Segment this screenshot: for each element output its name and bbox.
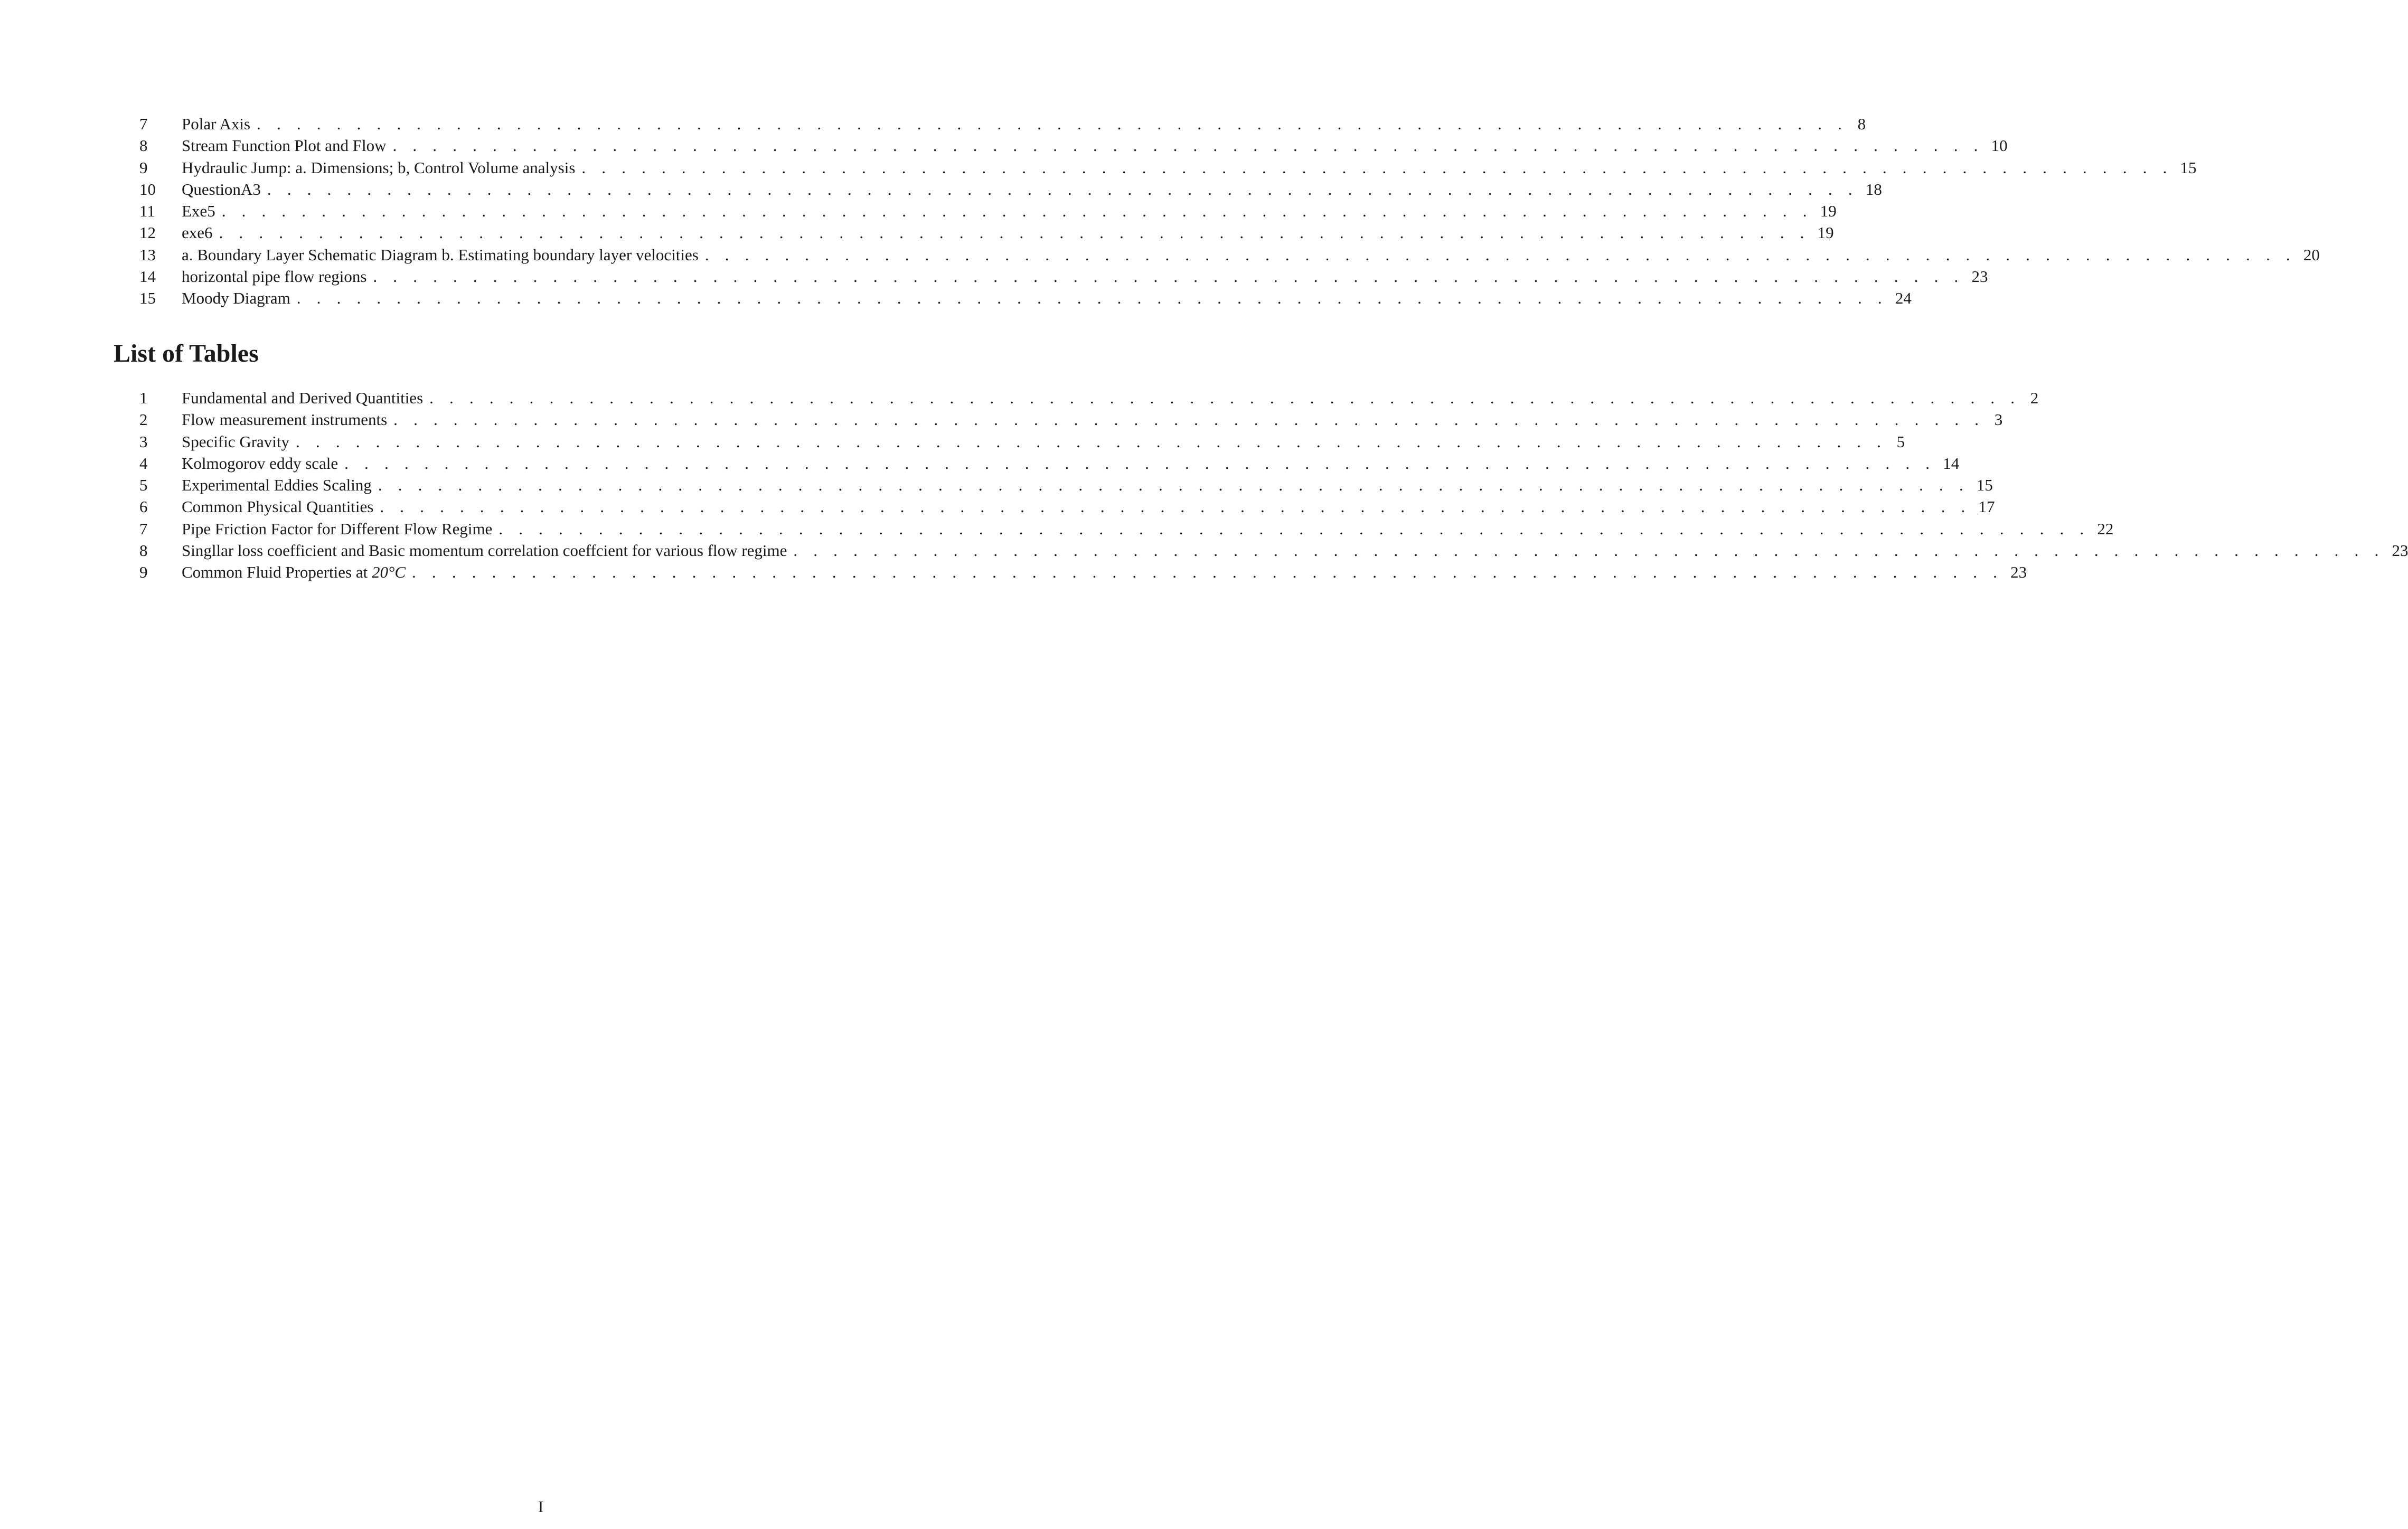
dot-leader: . . . . . . . . . . . . . . . . . . . . . . . . . . . . . . . . . . . . . . . . . . . . . . . . . . . . . . . . . . . . . . . . . . . . . . . . . . . . . . . . [373, 267, 1964, 286]
toc-entry-figure[interactable] [139, 135, 2008, 156]
toc-entry-table[interactable] [139, 452, 1960, 474]
entry-title [182, 561, 412, 583]
entry-title: exe6 [182, 222, 219, 243]
entry-number: 15 [139, 289, 156, 308]
entry-title: Experimental Eddies Scaling [182, 474, 378, 496]
entry-page-number: 23 [1971, 267, 1988, 286]
toc-entry-figure[interactable] [139, 266, 1988, 287]
entry-number: 10 [139, 180, 156, 199]
entry-page-number: 19 [1820, 202, 1837, 221]
entry-title-text: Common Fluid Properties at [182, 563, 372, 582]
entry-number: 5 [139, 476, 148, 495]
entry-page-number: 24 [1895, 289, 1912, 308]
entry-title: Moody Diagram [182, 287, 297, 309]
dot-leader: . . . . . . . . . . . . . . . . . . . . . . . . . . . . . . . . . . . . . . . . . . . . . . . . . . . . . . . . . . . . . . . . . . . . . . . . . . . . . . . . [380, 497, 1971, 516]
entry-page-number: 10 [1991, 136, 2008, 155]
toc-entry-table[interactable] [139, 474, 1993, 496]
entry-title: Fundamental and Derived Quantities [182, 387, 429, 409]
entry-number: 4 [139, 454, 148, 473]
entry-page-number: 8 [1857, 115, 1866, 133]
entry-number: 12 [139, 223, 156, 242]
entry-page-number: 15 [1976, 476, 1993, 495]
dot-leader: . . . . . . . . . . . . . . . . . . . . . . . . . . . . . . . . . . . . . . . . . . . . . . . . . . . . . . . . . . . . . . . . . . . . . . . . . . . . . . . . [412, 563, 2003, 582]
entry-title: Polar Axis [182, 113, 257, 135]
toc-entry-figure[interactable] [139, 287, 1912, 309]
entry-title: QuestionA3 [182, 178, 267, 200]
dot-leader: . . . . . . . . . . . . . . . . . . . . . . . . . . . . . . . . . . . . . . . . . . . . . . . . . . . . . . . . . . . . . . . . . . . . . . . . . . . . . . . . [704, 245, 2296, 264]
toc-entry-figure[interactable] [139, 178, 1882, 200]
entry-page-number: 23 [2010, 563, 2027, 582]
toc-entry-table[interactable] [139, 496, 1995, 517]
footer-page-number: I [538, 1497, 544, 1516]
dot-leader: . . . . . . . . . . . . . . . . . . . . . . . . . . . . . . . . . . . . . . . . . . . . . . . . . . . . . . . . . . . . . . . . . . . . . . . . . . . . . . . . [221, 202, 1813, 221]
dot-leader: . . . . . . . . . . . . . . . . . . . . . . . . . . . . . . . . . . . . . . . . . . . . . . . . . . . . . . . . . . . . . . . . . . . . . . . . . . . . . . . . [378, 476, 1969, 495]
toc-entry-table[interactable] [139, 540, 2408, 561]
entry-page-number: 20 [2303, 245, 2320, 264]
dot-leader: . . . . . . . . . . . . . . . . . . . . . . . . . . . . . . . . . . . . . . . . . . . . . . . . . . . . . . . . . . . . . . . . . . . . . . . . . . . . . . . . [344, 454, 1936, 473]
entry-page-number: 17 [1978, 497, 1995, 516]
entry-title-math: 20°C [371, 563, 406, 582]
entry-title: Stream Function Plot and Flow [182, 135, 393, 156]
entry-title: Common Physical Quantities [182, 496, 380, 517]
entry-title: Specific Gravity [182, 431, 296, 452]
entry-number: 7 [139, 115, 148, 133]
entry-page-number: 22 [2097, 519, 2114, 538]
toc-entry-table[interactable] [139, 409, 2003, 430]
dot-leader: . . . . . . . . . . . . . . . . . . . . . . . . . . . . . . . . . . . . . . . . . . . . . . . . . . . . . . . . . . . . . . . . . . . . . . . . . . . . . . . . [392, 136, 1984, 155]
entry-number: 9 [139, 563, 148, 582]
entry-page-number: 23 [2392, 541, 2408, 560]
entry-title: horizontal pipe flow regions [182, 266, 373, 287]
entry-page-number: 14 [1943, 454, 1960, 473]
list-of-tables-heading: List of Tables [114, 339, 259, 367]
entry-title: Pipe Friction Factor for Different Flow Regime [182, 518, 498, 540]
entry-title: a. Boundary Layer Schematic Diagram b. Estimating boundary layer velocities [182, 244, 705, 266]
entry-page-number: 15 [2180, 158, 2197, 177]
entry-number: 3 [139, 432, 148, 451]
dot-leader: . . . . . . . . . . . . . . . . . . . . . . . . . . . . . . . . . . . . . . . . . . . . . . . . . . . . . . . . . . . . . . . . . . . . . . . . . . . . . . . . [498, 519, 2090, 538]
dot-leader: . . . . . . . . . . . . . . . . . . . . . . . . . . . . . . . . . . . . . . . . . . . . . . . . . . . . . . . . . . . . . . . . . . . . . . . . . . . . . . . . [429, 389, 2021, 407]
toc-entry-figure[interactable] [139, 244, 2320, 266]
entry-page-number: 18 [1865, 180, 1882, 199]
dot-leader: . . . . . . . . . . . . . . . . . . . . . . . . . . . . . . . . . . . . . . . . . . . . . . . . . . . . . . . . . . . . . . . . . . . . . . . . . . . . . . . . [267, 180, 1858, 199]
toc-entry-table[interactable] [139, 431, 1905, 452]
toc-entry-figure[interactable] [139, 222, 1834, 243]
list-of-tables [139, 387, 2408, 583]
dot-leader: . . . . . . . . . . . . . . . . . . . . . . . . . . . . . . . . . . . . . . . . . . . . . . . . . . . . . . . . . . . . . . . . . . . . . . . . . . . . . . . . [257, 115, 1848, 133]
list-of-figures [139, 113, 2320, 309]
dot-leader: . . . . . . . . . . . . . . . . . . . . . . . . . . . . . . . . . . . . . . . . . . . . . . . . . . . . . . . . . . . . . . . . . . . . . . . . . . . . . . . . [581, 158, 2173, 177]
entry-number: 7 [139, 519, 148, 538]
entry-number: 1 [139, 389, 148, 407]
entry-number: 13 [139, 245, 156, 264]
dot-leader: . . . . . . . . . . . . . . . . . . . . . . . . . . . . . . . . . . . . . . . . . . . . . . . . . . . . . . . . . . . . . . . . . . . . . . . . . . . . . . . . [793, 541, 2385, 560]
entry-title: Exe5 [182, 200, 222, 222]
entry-number: 14 [139, 267, 156, 286]
entry-number: 2 [139, 410, 148, 429]
entry-page-number: 2 [2030, 389, 2039, 407]
dot-leader: . . . . . . . . . . . . . . . . . . . . . . . . . . . . . . . . . . . . . . . . . . . . . . . . . . . . . . . . . . . . . . . . . . . . . . . . . . . . . . . . [393, 410, 1985, 429]
entry-number: 11 [139, 202, 155, 221]
entry-page-number: 5 [1896, 432, 1905, 451]
toc-entry-table[interactable] [139, 387, 2039, 409]
entry-page-number: 3 [1994, 410, 2003, 429]
entry-title: Hydraulic Jump: a. Dimensions; b, Control Volume analysis [182, 157, 581, 178]
toc-entry-table[interactable] [139, 518, 2114, 540]
toc-entry-figure[interactable] [139, 113, 1866, 135]
toc-entry-table[interactable] [139, 561, 2027, 583]
entry-title: Singllar loss coefficient and Basic momentum correlation coeffcient for various flow regime [182, 540, 793, 561]
entry-title: Flow measurement instruments [182, 409, 393, 430]
entry-title: Kolmogorov eddy scale [182, 452, 344, 474]
toc-entry-figure[interactable] [139, 200, 1837, 222]
dot-leader: . . . . . . . . . . . . . . . . . . . . . . . . . . . . . . . . . . . . . . . . . . . . . . . . . . . . . . . . . . . . . . . . . . . . . . . . . . . . . . . . [296, 432, 1887, 451]
entry-number: 8 [139, 136, 148, 155]
entry-page-number: 19 [1817, 223, 1834, 242]
toc-entry-figure[interactable] [139, 157, 2197, 178]
entry-number: 8 [139, 541, 148, 560]
dot-leader: . . . . . . . . . . . . . . . . . . . . . . . . . . . . . . . . . . . . . . . . . . . . . . . . . . . . . . . . . . . . . . . . . . . . . . . . . . . . . . . . [219, 223, 1810, 242]
entry-number: 6 [139, 497, 148, 516]
dot-leader: . . . . . . . . . . . . . . . . . . . . . . . . . . . . . . . . . . . . . . . . . . . . . . . . . . . . . . . . . . . . . . . . . . . . . . . . . . . . . . . . [296, 289, 1888, 308]
entry-number: 9 [139, 158, 148, 177]
